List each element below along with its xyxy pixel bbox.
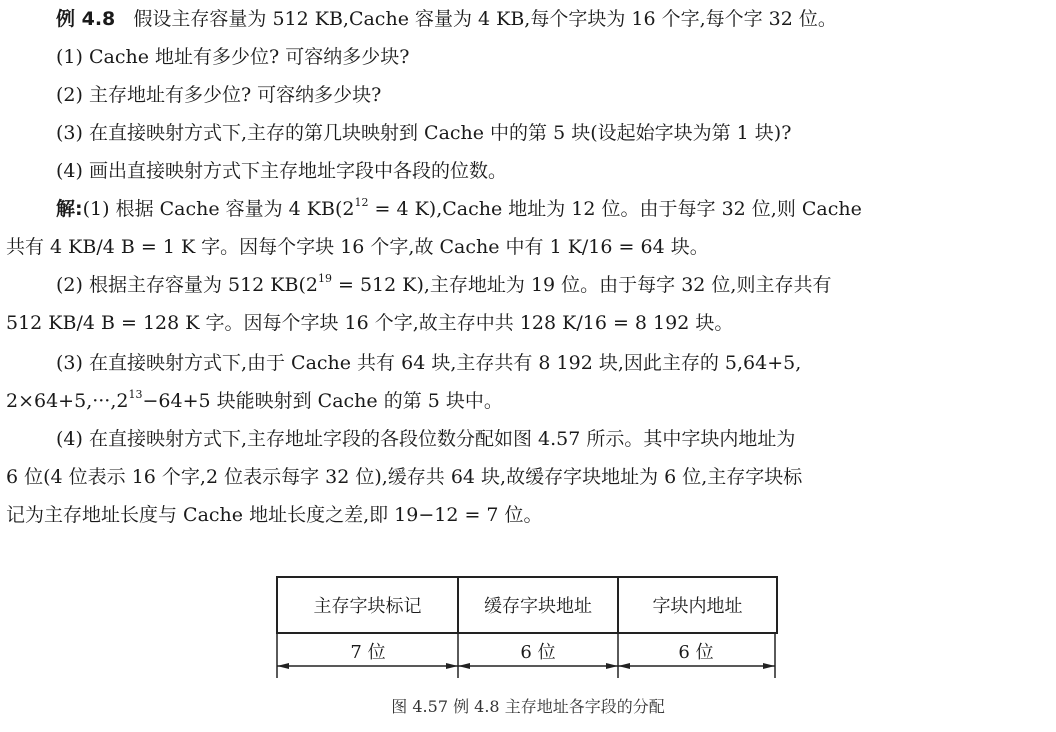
- arrowhead: [446, 663, 458, 669]
- arrowhead: [618, 663, 630, 669]
- address-field-diagram: [276, 576, 778, 680]
- solution-p2-text-b: = 512 K),主存地址为 19 位。由于每字 32 位,则主存共有: [331, 274, 832, 296]
- superscript-13: 13: [128, 388, 143, 401]
- solution-p4-line1: (4) 在直接映射方式下,主存地址字段的各段位数分配如图 4.57 所示。其中字块内地址为: [56, 428, 796, 450]
- figure-caption: 图 4.57 例 4.8 主存地址各字段的分配: [391, 697, 665, 716]
- solution-p2-text-a: (2) 根据主存容量为 512 KB(2: [56, 274, 318, 296]
- solution-label: 解:: [56, 198, 83, 220]
- arrowhead: [763, 663, 775, 669]
- bits-label-cache-block-address: 6 位: [516, 642, 560, 664]
- question-3: (3) 在直接映射方式下,主存的第几块映射到 Cache 中的第 5 块(设起始字块为第 1 块)?: [56, 122, 792, 144]
- field-cache-block-address: 缓存字块地址: [459, 578, 619, 632]
- solution-p1-text-b: = 4 K),Cache 地址为 12 位。由于每字 32 位,则 Cache: [368, 198, 862, 220]
- bits-label-block-tag: 7 位: [346, 642, 390, 664]
- arrowhead: [277, 663, 289, 669]
- solution-p3-text-b: −64+5 块能映射到 Cache 的第 5 块中。: [142, 390, 503, 412]
- solution-p4-line3: 记为主存地址长度与 Cache 地址长度之差,即 19−12 = 7 位。: [6, 504, 543, 526]
- example-label: 例 4.8: [56, 8, 116, 30]
- solution-p3-line2: [6, 388, 1046, 414]
- example-text: 假设主存容量为 512 KB,Cache 容量为 4 KB,每个字块为 16 个字,每个字 32 位。: [133, 8, 837, 30]
- solution-p4-line2: 6 位(4 位表示 16 个字,2 位表示每字 32 位),缓存共 64 块,故缓存字块地址为 6 位,主存字块标: [6, 466, 803, 488]
- field-word-in-block-address: 字块内地址: [652, 596, 743, 617]
- superscript-12: 12: [354, 196, 369, 209]
- question-1: (1) Cache 地址有多少位? 可容纳多少块?: [56, 46, 410, 68]
- arrowhead: [606, 663, 618, 669]
- solution-p1-line2: 共有 4 KB/4 B = 1 K 字。因每个字块 16 个字,故 Cache 中有 1 K/16 = 64 块。: [6, 236, 709, 258]
- question-2: (2) 主存地址有多少位? 可容纳多少块?: [56, 84, 382, 106]
- solution-p3-text-a: 2×64+5,···,2: [6, 390, 129, 412]
- solution-p3-line1: (3) 在直接映射方式下,由于 Cache 共有 64 块,主存共有 8 192 块,因此主存的 5,64+5,: [56, 352, 802, 374]
- address-field-box: [276, 576, 778, 634]
- solution-p2-line2: 512 KB/4 B = 128 K 字。因每个字块 16 个字,故主存中共 128 K/16 = 8 192 块。: [6, 312, 734, 334]
- superscript-19: 19: [317, 272, 332, 285]
- solution-p1-line1: [56, 196, 1046, 222]
- bits-label-word-in-block: 6 位: [674, 642, 718, 664]
- field-block-tag: 主存字块标记: [278, 578, 459, 632]
- solution-p1-text-a: (1) 根据 Cache 容量为 4 KB(2: [82, 198, 355, 220]
- example-statement: [56, 6, 1046, 32]
- solution-p2-line1: [56, 272, 1046, 298]
- arrowhead: [458, 663, 470, 669]
- question-4: (4) 画出直接映射方式下主存地址字段中各段的位数。: [56, 160, 507, 182]
